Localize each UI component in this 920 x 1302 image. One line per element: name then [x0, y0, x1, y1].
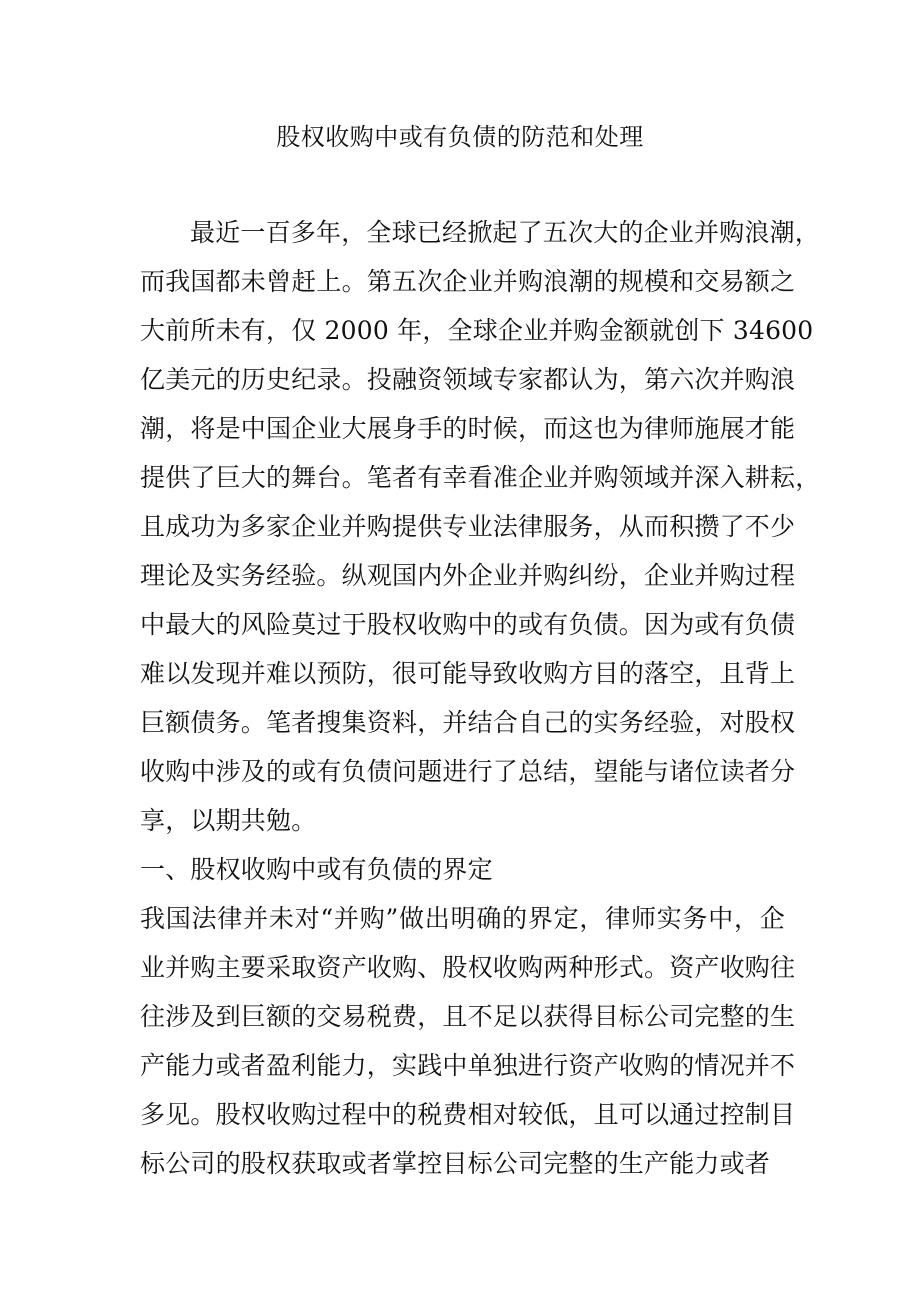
paragraph-line: 且成功为多家企业并购提供专业法律服务，从而积攒了不少 [140, 512, 796, 541]
paragraph-line: 往涉及到巨额的交易税费，且不足以获得目标公司完整的生 [140, 1002, 796, 1031]
paragraph-line: 理论及实务经验。纵观国内外企业并购纠纷，企业并购过程 [140, 561, 796, 590]
section-heading: 一、股权收购中或有负债的界定 [140, 855, 493, 884]
paragraph-line: 巨额债务。笔者搜集资料，并结合自己的实务经验，对股权 [140, 708, 796, 737]
paragraph-line: 中最大的风险莫过于股权收购中的或有负债。因为或有负债 [140, 610, 796, 639]
paragraph-intro [140, 213, 821, 850]
paragraph-line: 提供了巨大的舞台。笔者有幸看准企业并购领域并深入耕耘， [140, 463, 821, 492]
paragraph-line: 潮，将是中国企业大展身手的时候，而这也为律师施展才能 [140, 414, 796, 443]
paragraph-line: 最近一百多年，全球已经掀起了五次大的企业并购浪潮， [190, 218, 821, 247]
paragraph-line: 标公司的股权获取或者掌控目标公司完整的生产能力或者 [140, 1149, 771, 1178]
paragraph-line: 而我国都未曾赶上。第五次企业并购浪潮的规模和交易额之 [140, 267, 796, 296]
paragraph-line: 亿美元的历史纪录。投融资领域专家都认为，第六次并购浪 [140, 365, 796, 394]
document-body [140, 213, 821, 1193]
paragraph-line: 难以发现并难以预防，很可能导致收购方目的落空，且背上 [140, 659, 796, 688]
paragraph-line: 享，以期共勉。 [140, 806, 317, 835]
paragraph-line: 产能力或者盈利能力，实践中单独进行资产收购的情况并不 [140, 1051, 796, 1080]
paragraph-line: 大前所未有，仅 2000 年，全球企业并购金额就创下 34600 [140, 316, 814, 345]
paragraph-line: 收购中涉及的或有负债问题进行了总结，望能与诸位读者分 [140, 757, 796, 786]
paragraph-line: 多见。股权收购过程中的税费相对较低，且可以通过控制目 [140, 1100, 796, 1129]
paragraph-line: 业并购主要采取资产收购、股权收购两种形式。资产收购往 [140, 953, 796, 982]
paragraph-definition [140, 899, 796, 1193]
document-title: 股权收购中或有负债的防范和处理 [276, 123, 644, 151]
paragraph-line: 我国法律并未对“并购”做出明确的界定，律师实务中，企 [140, 904, 785, 933]
